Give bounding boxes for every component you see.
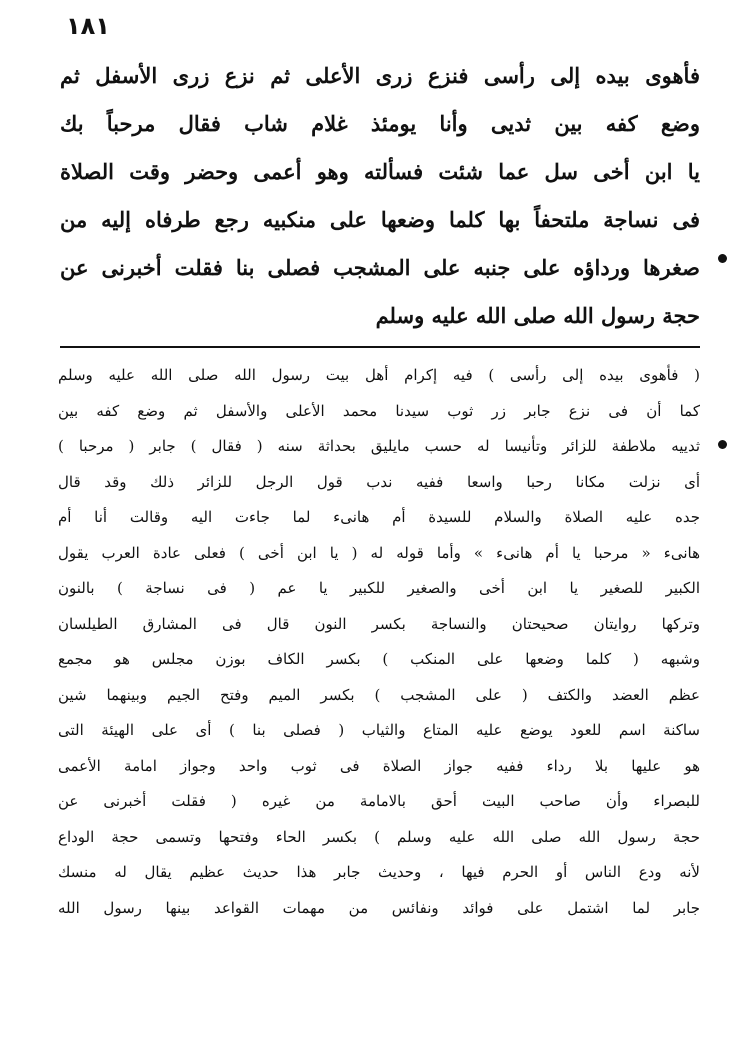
- commentary-line: حجة رسول الله صلى الله عليه وسلم ) بكسر الحاء وفتحها وتسمى حجة الوداع: [58, 827, 700, 846]
- commentary-line: الكبير للصغير يا ابن أخى والصغير للكبير يا عم ( فى نساجة ) بالنون: [58, 579, 700, 597]
- commentary-line: كما أن فى نزع جابر زر ثوب سيدنا محمد الأعلى والأسفل ثم وضع كفه بين: [58, 401, 700, 420]
- commentary-line: ( فأهوى بيده إلى رأسى ) فيه إكرام أهل بيت رسول الله صلى الله عليه وسلم: [58, 366, 700, 384]
- page-number: ١٨١: [66, 12, 110, 40]
- commentary-line: هانىء « مرحبا يا أم هانىء » وأما قوله له ( يا ابن أخى ) فعلى عادة العرب يقول: [58, 543, 700, 562]
- main-text-line: وضع كفه بين ثديى وأنا يومئذ غلام شاب فقال مرحباً بك: [60, 111, 700, 136]
- commentary-line: هو عليها بلا رداء ففيه جواز الصلاة فى ثوب واحد وجواز امامة الأعمى: [58, 756, 700, 775]
- section-divider: [60, 346, 700, 348]
- commentary-line: أى نزلت مكانا رحبا واسعا ففيه ندب قول الرجل للزائر ذلك وقد قال: [58, 472, 700, 491]
- commentary-block: [58, 358, 700, 926]
- main-text-line: فأهوى بيده إلى رأسى فنزع زرى الأعلى ثم نزع زرى الأسفل ثم: [60, 63, 700, 88]
- commentary-line: ثدييه ملاطفة للزائر وتأنيسا له حسب مايليق بحداثة سنه ( فقال ) جابر ( مرحبا ): [58, 437, 700, 455]
- main-text-line: فى نساجة ملتحفاً بها كلما وضعها على منكبيه رجع طرفاه إليه من: [60, 207, 700, 232]
- commentary-line: جابر لما اشتمل على فوائد ونفائس من مهمات القواعد بينها رسول الله: [58, 898, 700, 917]
- commentary-line: للبصراء وأن صاحب البيت أحق بالامامة من غيره ( فقلت أخبرنى عن: [58, 792, 700, 810]
- commentary-line: وتركها روايتان صحيحتان والنساجة بكسر النون قال فى المشارق الطيلسان: [58, 614, 700, 633]
- main-text-line: حجة رسول الله صلى الله عليه وسلم: [375, 303, 700, 328]
- main-text-line: صغرها ورداؤه على جنبه على المشجب فصلى بنا فقلت أخبرنى عن: [60, 255, 700, 280]
- margin-ink-dot: [718, 440, 727, 449]
- commentary-line: وشبهه ( كلما وضعها على المنكب ) بكسر الكاف بوزن مجلس هو مجمع: [58, 650, 700, 668]
- main-text-line: يا ابن أخى سل عما شئت فسألته وهو أعمى وحضر وقت الصلاة: [60, 159, 700, 184]
- commentary-line: جده عليه الصلاة والسلام للسيدة أم هانىء لما جاءت اليه وقالت أنا أم: [58, 508, 700, 526]
- commentary-line: لأنه ودع الناس أو الحرم فيها ، وحديث جابر هذا حديث عظيم يقال له منسك: [58, 863, 700, 881]
- commentary-line: عظم العضد والكتف ( على المشجب ) بكسر الميم وفتح الجيم وبينهما شين: [58, 685, 700, 704]
- main-text-block: [60, 52, 700, 340]
- commentary-line: ساكنة اسم للعود يوضع عليه المتاع والثياب ( فصلى بنا ) أى على الهيئة التى: [58, 721, 700, 739]
- margin-ink-dot: [718, 254, 727, 263]
